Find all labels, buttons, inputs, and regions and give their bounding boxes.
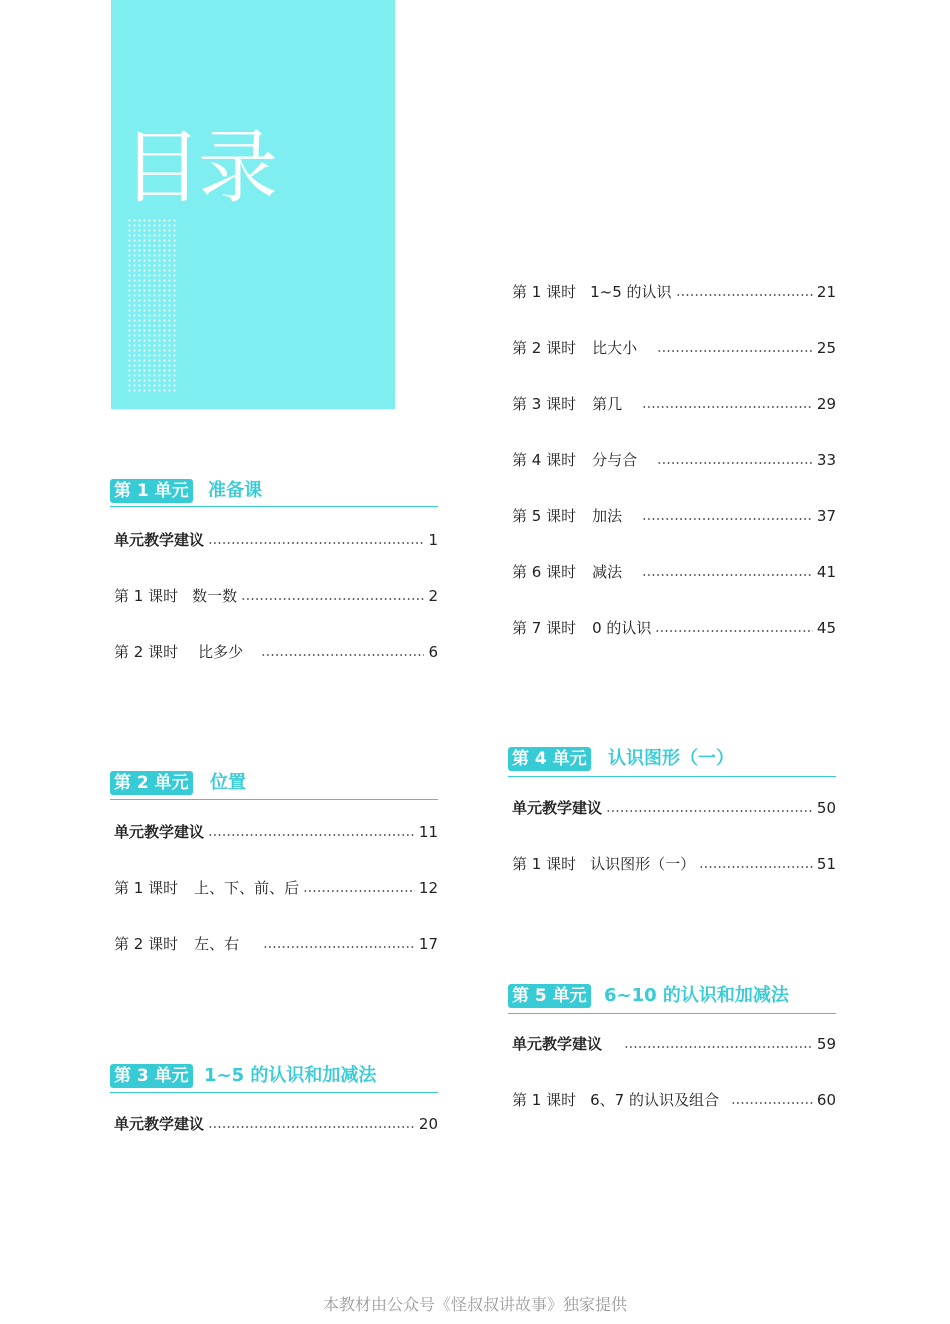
entry-page: 41 (816, 563, 836, 581)
toc-entry[interactable] (114, 642, 438, 662)
unit-badge: 第 4 单元 (508, 747, 591, 771)
footer-credit: 本教材由公众号《怪叔叔讲故事》独家提供 (322, 1295, 627, 1314)
unit-badge: 第 2 单元 (110, 771, 193, 795)
entry-page: 21 (816, 283, 836, 301)
entry-topic: 6、7 的认识及组合 (590, 1091, 719, 1109)
entry-page: 17 (418, 935, 438, 953)
toc-entry[interactable] (512, 1090, 836, 1110)
unit-title: 6~10 的认识和加减法 (604, 985, 789, 1006)
entry-page: 1 (428, 531, 438, 549)
entry-label: 第 7 课时 (512, 619, 577, 637)
entry-label: 单元教学建议 (114, 823, 205, 841)
entry-label: 第 5 课时 (512, 507, 577, 525)
leader-dots (655, 630, 813, 632)
toc-entry[interactable] (512, 798, 836, 818)
page-title: 目录 (122, 121, 274, 214)
leader-dots (263, 946, 415, 948)
entry-page: 29 (816, 395, 836, 413)
entry-page: 6 (428, 643, 438, 661)
unit-badge: 第 5 单元 (508, 984, 591, 1008)
entry-page: 11 (418, 823, 438, 841)
entry-topic: 比多少 (198, 643, 244, 661)
leader-dots (699, 866, 813, 868)
entry-topic: 比大小 (592, 339, 638, 357)
entry-page: 51 (816, 855, 836, 873)
unit-badge: 第 3 单元 (110, 1064, 193, 1088)
unit-title: 认识图形（一） (608, 748, 734, 769)
toc-entry[interactable] (512, 506, 836, 526)
dot-grid-decoration (127, 218, 177, 394)
entry-label: 单元教学建议 (114, 531, 205, 549)
entry-page: 50 (816, 799, 836, 817)
leader-dots (208, 834, 415, 836)
entry-label: 第 2 课时 (512, 339, 577, 357)
unit-divider (110, 799, 438, 800)
entry-label: 第 1 课时 (512, 855, 577, 873)
leader-dots (657, 462, 813, 464)
entry-label: 单元教学建议 (114, 1115, 205, 1133)
unit-divider (110, 1092, 438, 1093)
entry-page: 37 (816, 507, 836, 525)
unit-header-2 (110, 771, 440, 795)
toc-entry[interactable] (114, 934, 438, 954)
entry-label: 第 1 课时 (512, 1091, 577, 1109)
toc-entry[interactable] (512, 338, 836, 358)
leader-dots (606, 810, 813, 812)
entry-topic: 数一数 (192, 587, 238, 605)
entry-label: 第 6 课时 (512, 563, 577, 581)
toc-entry[interactable] (512, 1034, 836, 1054)
toc-entry[interactable] (114, 1114, 438, 1134)
toc-entry[interactable] (512, 394, 836, 414)
entry-label: 第 2 课时 (114, 643, 179, 661)
entry-label: 单元教学建议 (512, 799, 603, 817)
leader-dots (642, 406, 813, 408)
leader-dots (676, 294, 813, 296)
entry-page: 33 (816, 451, 836, 469)
leader-dots (642, 574, 813, 576)
entry-label: 单元教学建议 (512, 1035, 603, 1053)
leader-dots (731, 1102, 813, 1104)
toc-entry[interactable] (512, 282, 836, 302)
leader-dots (241, 598, 424, 600)
entry-label: 第 4 课时 (512, 451, 577, 469)
entry-topic: 左、右 (194, 935, 240, 953)
entry-topic: 减法 (592, 563, 623, 581)
toc-entry[interactable] (114, 586, 438, 606)
leader-dots (642, 518, 813, 520)
unit-divider (110, 506, 438, 507)
entry-topic: 1~5 的认识 (590, 283, 672, 301)
toc-entry[interactable] (114, 530, 438, 550)
entry-label: 第 1 课时 (114, 879, 179, 897)
unit-divider (508, 1013, 836, 1014)
entry-label: 第 3 课时 (512, 395, 577, 413)
unit-header-1 (110, 479, 440, 503)
unit-badge: 第 1 单元 (110, 479, 193, 503)
leader-dots (208, 542, 424, 544)
entry-page: 12 (418, 879, 438, 897)
unit-title: 位置 (210, 772, 246, 793)
entry-label: 第 2 课时 (114, 935, 179, 953)
unit-divider (508, 776, 836, 777)
entry-page: 2 (428, 587, 438, 605)
entry-topic: 0 的认识 (592, 619, 652, 637)
entry-topic: 分与合 (592, 451, 638, 469)
entry-label: 第 1 课时 (512, 283, 577, 301)
entry-topic: 第几 (592, 395, 623, 413)
entry-page: 20 (418, 1115, 438, 1133)
toc-entry[interactable] (512, 450, 836, 470)
entry-page: 59 (816, 1035, 836, 1053)
toc-entry[interactable] (114, 878, 438, 898)
leader-dots (303, 890, 415, 892)
entry-page: 25 (816, 339, 836, 357)
entry-page: 45 (816, 619, 836, 637)
entry-topic: 认识图形（一） (590, 855, 696, 873)
unit-header-5 (508, 984, 838, 1008)
unit-title: 1~5 的认识和加减法 (204, 1065, 377, 1086)
toc-entry[interactable] (512, 618, 836, 638)
entry-topic: 上、下、前、后 (194, 879, 300, 897)
entry-label: 第 1 课时 (114, 587, 179, 605)
leader-dots (208, 1126, 415, 1128)
leader-dots (261, 654, 424, 656)
toc-entry[interactable] (512, 854, 836, 874)
unit-header-3 (110, 1064, 440, 1088)
unit-title: 准备课 (208, 480, 262, 501)
unit-header-4 (508, 747, 838, 771)
entry-topic: 加法 (592, 507, 623, 525)
leader-dots (657, 350, 813, 352)
entry-page: 60 (816, 1091, 836, 1109)
leader-dots (624, 1046, 813, 1048)
toc-entry[interactable] (114, 822, 438, 842)
toc-entry[interactable] (512, 562, 836, 582)
